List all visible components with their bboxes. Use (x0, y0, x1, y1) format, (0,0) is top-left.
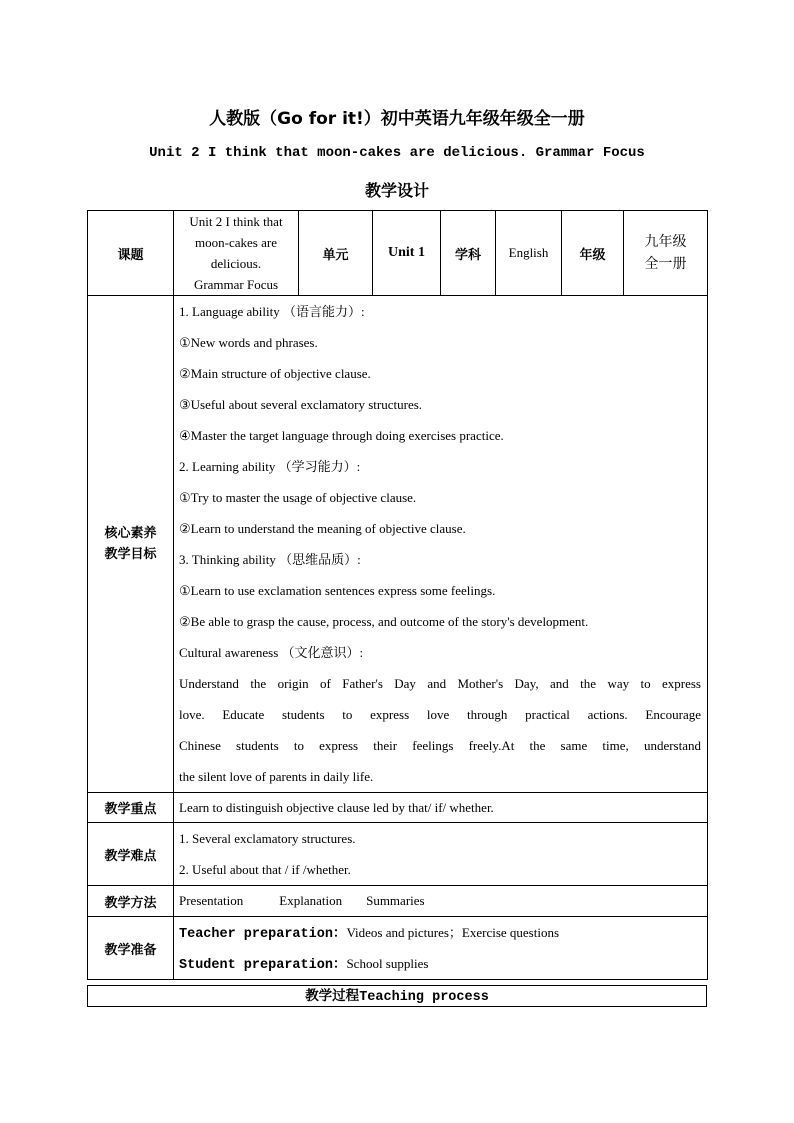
document-subtitle: Unit 2 I think that moon-cakes are delicious. Grammar Focus (149, 145, 645, 161)
goal-line: 1. Language ability （语言能力）: (179, 304, 365, 319)
goal-line: Cultural awareness （文化意识）: (179, 645, 364, 660)
topic-line: moon-cakes are (195, 235, 277, 250)
unit-value: Unit 1 (373, 211, 441, 296)
topic-line: delicious. (210, 256, 262, 271)
difficulty-line: 2. Useful about that / if /whether. (179, 862, 351, 877)
goal-line: 2. Learning ability （学习能力）: (179, 459, 361, 474)
grade-line: 全一册 (644, 256, 687, 272)
info-row (88, 211, 708, 296)
goal-line: 3. Thinking ability （思维品质）: (179, 552, 361, 567)
method-item: Summaries (366, 893, 425, 908)
goal-line: ③Useful about several exclamatory structures. (179, 397, 423, 412)
goal-line: ②Be able to grasp the cause, process, and outcome of the story's development. (179, 614, 589, 629)
teacher-preparation-text: Videos and pictures；Exercise questions (346, 925, 560, 940)
key-points-row (88, 793, 708, 823)
topic-label: 课题 (88, 211, 174, 296)
preparation-content (174, 917, 708, 980)
culture-paragraph-line: the silent love of parents in daily life. (179, 769, 374, 784)
topic-line: Grammar Focus (193, 277, 279, 292)
goal-line: ②Learn to understand the meaning of objective clause. (179, 521, 466, 536)
goal-line: ①Learn to use exclamation sentences express some feelings. (179, 583, 496, 598)
key-points-text: Learn to distinguish objective clause led by that/ if/ whether. (174, 793, 708, 823)
goals-label (88, 296, 174, 793)
methods-row (88, 886, 708, 917)
difficulty-line: 1. Several exclamatory structures. (179, 831, 356, 846)
preparation-label: 教学准备 (88, 917, 174, 980)
difficulties-row (88, 823, 708, 886)
grade-value (624, 211, 708, 296)
teaching-process-header (87, 985, 707, 1007)
goals-label-line: 教学目标 (104, 547, 157, 562)
methods-content (174, 886, 708, 917)
method-item: Explanation (279, 893, 343, 908)
goals-content (174, 296, 708, 793)
goals-label-line: 核心素养 (104, 526, 157, 541)
culture-paragraph-line: Understand the origin of Father's Day and Mother's Day, and the way to express (179, 676, 701, 691)
teacher-preparation (174, 917, 707, 948)
lesson-plan-table (87, 210, 708, 980)
student-preparation (174, 948, 707, 979)
process-label-cn: 教学过程 (305, 988, 360, 1004)
method-item: Presentation (179, 893, 244, 908)
topic-value (174, 211, 299, 296)
culture-paragraph-line: love. Educate students to express love through practical actions. Encourage (179, 707, 701, 722)
document-title: 人教版（Go for it!）初中英语九年级年级全一册 (209, 109, 585, 129)
subject-label: 学科 (441, 211, 496, 296)
grade-label: 年级 (562, 211, 624, 296)
document-type: 教学设计 (364, 181, 429, 200)
goal-line: ②Main structure of objective clause. (179, 366, 371, 381)
goal-line: ④Master the target language through doing exercises practice. (179, 428, 504, 443)
methods-label: 教学方法 (88, 886, 174, 917)
teacher-preparation-label: Teacher preparation： (179, 927, 347, 942)
preparation-row (88, 917, 708, 980)
key-points-label: 教学重点 (88, 793, 174, 823)
goals-row (88, 296, 708, 793)
difficulties-label: 教学难点 (88, 823, 174, 886)
process-label-en: Teaching process (359, 990, 489, 1005)
topic-line: Unit 2 I think that (189, 214, 283, 229)
unit-label: 单元 (299, 211, 373, 296)
student-preparation-text: School supplies (346, 956, 429, 971)
difficulties-content (174, 823, 708, 886)
grade-line: 九年级 (644, 234, 687, 250)
subject-value: English (496, 211, 562, 296)
culture-paragraph-line: Chinese students to express their feelings freely.At the same time, understand (179, 738, 701, 753)
goal-line: ①New words and phrases. (179, 335, 318, 350)
student-preparation-label: Student preparation： (179, 958, 347, 973)
goal-line: ①Try to master the usage of objective clause. (179, 490, 417, 505)
